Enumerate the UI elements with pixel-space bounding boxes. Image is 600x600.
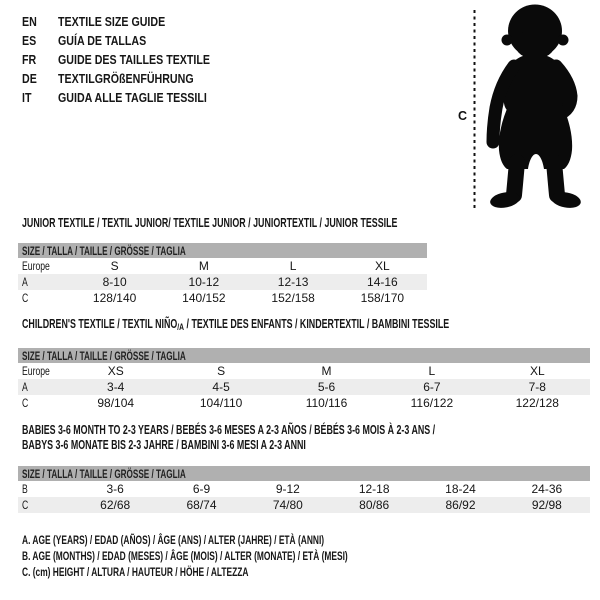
size-cell: L — [289, 259, 297, 273]
language-code: FR — [22, 52, 37, 67]
table-row-months — [18, 481, 590, 497]
language-row — [22, 88, 243, 107]
value-cell: 12-13 — [277, 275, 309, 289]
height-measure-figure — [450, 2, 600, 212]
row-label: Europe — [22, 364, 50, 378]
size-cell: S — [217, 364, 226, 378]
figure-svg — [450, 2, 600, 212]
size-cell: M — [321, 364, 332, 378]
language-code: DE — [22, 71, 37, 86]
value-cell: 6-7 — [423, 380, 441, 394]
subscript-label: /A — [177, 322, 185, 333]
value-cell: 158/170 — [360, 291, 405, 305]
language-label: GUÍA DE TALLAS — [58, 33, 147, 48]
value-cell: 3-4 — [107, 380, 125, 394]
value-cell: 14-16 — [367, 275, 398, 289]
size-cell: XL — [529, 364, 545, 378]
value-cell: 74/80 — [272, 498, 303, 512]
value-cell: 140/152 — [182, 291, 226, 305]
value-cell: 68/74 — [186, 498, 217, 512]
value-cell: 10-12 — [188, 275, 220, 289]
language-code: EN — [22, 14, 37, 29]
table-row-height — [18, 395, 590, 411]
value-cell: 4-5 — [212, 380, 230, 394]
row-label: A — [22, 275, 28, 289]
height-measure-label: C — [458, 109, 468, 123]
row-label: C — [22, 498, 29, 512]
value-cell: 122/128 — [515, 396, 559, 410]
value-cell: 3-6 — [106, 482, 124, 496]
row-label: Europe — [22, 259, 50, 273]
value-cell: 5-6 — [317, 380, 336, 394]
size-header-bar: SIZE / TALLA / TAILLE / GRÖSSE / TAGLIA — [18, 243, 427, 258]
table-row-europe — [18, 258, 427, 274]
value-cell: 92/98 — [531, 498, 562, 512]
table-row-age — [18, 274, 427, 290]
value-cell: 12-18 — [358, 482, 390, 496]
value-cell: 98/104 — [97, 396, 135, 410]
value-cell: 62/68 — [100, 498, 131, 512]
babies-size-table — [18, 466, 590, 513]
size-cell: XL — [375, 259, 390, 273]
language-row — [22, 69, 243, 88]
footnote-b: B. AGE (MONTHS) / EDAD (MESES) / ÂGE (MOIS) / ALTER (MONATE) / ETÀ (MESI) — [22, 549, 348, 563]
language-label: GUIDE DES TAILLES TEXTILE — [58, 52, 211, 67]
size-cell: L — [428, 364, 436, 378]
value-cell: 18-24 — [445, 482, 476, 496]
table-row-europe — [18, 363, 590, 379]
value-cell: 86/92 — [445, 498, 476, 512]
section-title-babies: BABIES 3-6 MONTH TO 2-3 YEARS / BEBÉS 3-6 MESES A 2-3 AÑOS / BÉBÉS 3-6 MOIS À 2-3 ANS / BABYS 3-6 MONATE BIS 2-3 JAHRE / BAMBINI 3-6 MESI A 2-3 ANNI — [22, 423, 436, 452]
value-cell: 128/140 — [92, 291, 137, 305]
language-legend — [22, 12, 243, 107]
children-size-table — [18, 348, 590, 411]
size-header-bar: SIZE / TALLA / TAILLE / GRÖSSE / TAGLIA — [18, 466, 590, 481]
table-row-age — [18, 379, 590, 395]
footnote-c: C. (cm) HEIGHT / ALTURA / HAUTEUR / HÖHE / ALTEZZA — [22, 565, 249, 579]
row-label: C — [22, 396, 29, 410]
table-row-height — [18, 290, 427, 306]
footnotes — [22, 532, 487, 580]
junior-size-table — [18, 243, 427, 306]
value-cell: 8-10 — [102, 275, 127, 289]
language-label: TEXTILGRÖßENFÜHRUNG — [58, 71, 194, 86]
value-cell: 152/158 — [271, 291, 315, 305]
row-label: A — [22, 380, 28, 394]
size-cell: M — [198, 259, 209, 273]
section-title-children: CHILDREN'S TEXTILE / TEXTIL NIÑO/A / TEXTILE DES ENFANTS / KINDERTEXTIL / BAMBINI TESSILE — [22, 317, 450, 333]
language-code: IT — [22, 90, 32, 105]
value-cell: 9-12 — [275, 482, 300, 496]
language-row — [22, 31, 243, 50]
row-label: C — [22, 291, 29, 305]
footnote-a: A. AGE (YEARS) / EDAD (AÑOS) / ÂGE (ANS) / ALTER (JAHRE) / ETÀ (ANNI) — [22, 533, 325, 547]
value-cell: 7-8 — [528, 380, 546, 394]
value-cell: 104/110 — [199, 396, 243, 410]
toddler-silhouette-icon — [489, 5, 582, 210]
language-label: GUIDA ALLE TAGLIE TESSILI — [58, 90, 207, 105]
language-code: ES — [22, 33, 37, 48]
language-row — [22, 50, 243, 69]
value-cell: 24-36 — [531, 482, 563, 496]
section-title-junior: JUNIOR TEXTILE / TEXTIL JUNIOR/ TEXTILE JUNIOR / JUNIORTEXTIL / JUNIOR TESSILE — [22, 216, 398, 230]
language-row — [22, 12, 243, 31]
size-header-bar: SIZE / TALLA / TAILLE / GRÖSSE / TAGLIA — [18, 348, 590, 363]
value-cell: 6-9 — [192, 482, 211, 496]
size-cell: S — [110, 259, 119, 273]
table-row-height — [18, 497, 590, 513]
language-label: TEXTILE SIZE GUIDE — [58, 14, 166, 29]
value-cell: 116/122 — [410, 396, 454, 410]
size-cell: XS — [107, 364, 124, 378]
value-cell: 80/86 — [359, 498, 390, 512]
value-cell: 110/116 — [305, 396, 348, 410]
row-label: B — [22, 482, 28, 496]
